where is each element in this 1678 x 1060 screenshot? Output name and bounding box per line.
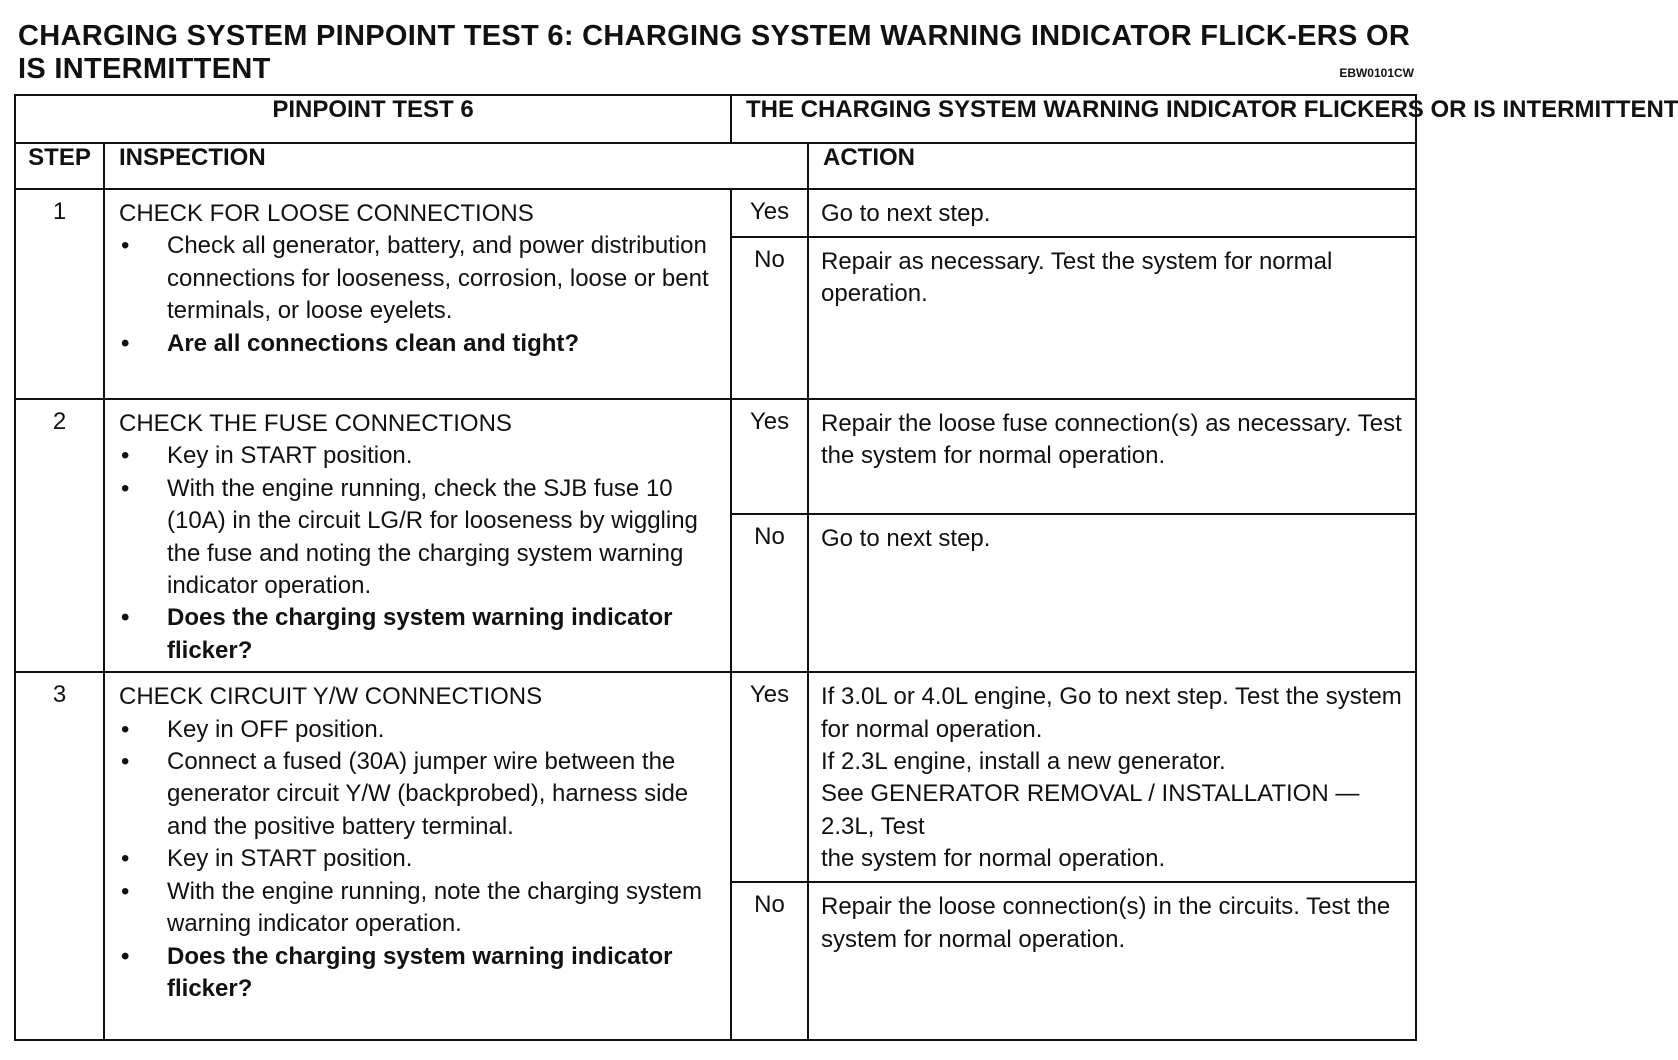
page-title: CHARGING SYSTEM PINPOINT TEST 6: CHARGING SYSTEM WARNING INDICATOR FLICK-ERS OR IS INTERMITTENT [18,20,1411,85]
pinpoint-test-description: THE CHARGING SYSTEM WARNING INDICATOR FLICKERS OR IS INTERMITTENT [731,95,1416,143]
inspection-bullet-list [119,714,722,1006]
no-label: No [731,514,808,673]
step-number: 3 [15,672,104,1040]
step-row [15,399,1416,514]
yes-action [808,399,1416,514]
inspection-bullet-list [119,230,722,360]
step-check-title: CHECK FOR LOOSE CONNECTIONS [119,200,534,227]
step-row [15,189,1416,237]
no-action [808,237,1416,399]
inspection-bullet: • Connect a fused (30A) jumper wire between the generator circuit Y/W (backprobed), harness side and the positive battery terminal. [119,746,722,843]
step-inspection [104,672,731,1040]
inspection-question: • Does the charging system warning indicator flicker? [119,941,722,1006]
action-text: Go to next step. [821,524,991,552]
action-text: If 3.0L or 4.0L engine, Go to next step. Test the system for normal operation. [821,683,1402,743]
inspection-bullet: • Key in OFF position. [119,714,722,746]
no-label: No [731,882,808,1040]
yes-label: Yes [731,399,808,514]
test-header-row [15,95,1416,143]
document-code: EBW0101CW [1339,66,1414,80]
step-inspection [104,399,731,672]
action-text: See GENERATOR REMOVAL / INSTALLATION — 2.3L, Test [821,780,1360,840]
step-check-title: CHECK CIRCUIT Y/W CONNECTIONS [119,683,543,711]
inspection-header: INSPECTION [104,143,808,189]
action-text: Repair the loose fuse connection(s) as necessary. Test the system for normal operation. [821,410,1402,470]
action-text: the system for normal operation. [821,845,1166,873]
step-number: 2 [15,399,104,672]
inspection-bullet: • Key in START position. [119,440,722,472]
step-header: STEP [15,143,104,189]
step-inspection [104,189,731,399]
inspection-bullet: • Check all generator, battery, and power distribution connections for looseness, corrosion, loose or bent terminals, or loose eyelets. [119,230,722,327]
column-header-row [15,143,1416,189]
yes-action [808,672,1416,882]
pinpoint-test-table [14,94,1678,1041]
action-text: Repair the loose connection(s) in the circuits. Test the system for normal operation. [821,893,1391,953]
step-number: 1 [15,189,104,399]
no-label: No [731,237,808,399]
action-header: ACTION [808,143,1416,189]
no-action [808,514,1416,673]
yes-label: Yes [731,189,808,237]
inspection-bullet: • Key in START position. [119,843,722,875]
inspection-question: • Does the charging system warning indicator flicker? [119,602,722,667]
yes-label: Yes [731,672,808,882]
action-text: If 2.3L engine, install a new generator. [821,748,1226,776]
action-text: Repair as necessary. Test the system for normal operation. [821,248,1333,308]
action-text: Go to next step. [821,200,991,227]
inspection-bullet: • With the engine running, note the charging system warning indicator operation. [119,876,722,941]
yes-action [808,189,1416,237]
pinpoint-test-label: PINPOINT TEST 6 [15,95,731,143]
step-row [15,672,1416,882]
inspection-bullet: • With the engine running, check the SJB fuse 10 (10A) in the circuit LG/R for looseness by wiggling the fuse and noting the charging system warning indicator operation. [119,473,722,603]
inspection-question: • Are all connections clean and tight? [119,328,722,360]
step-check-title: CHECK THE FUSE CONNECTIONS [119,410,512,437]
inspection-bullet-list [119,440,722,667]
no-action [808,882,1416,1040]
